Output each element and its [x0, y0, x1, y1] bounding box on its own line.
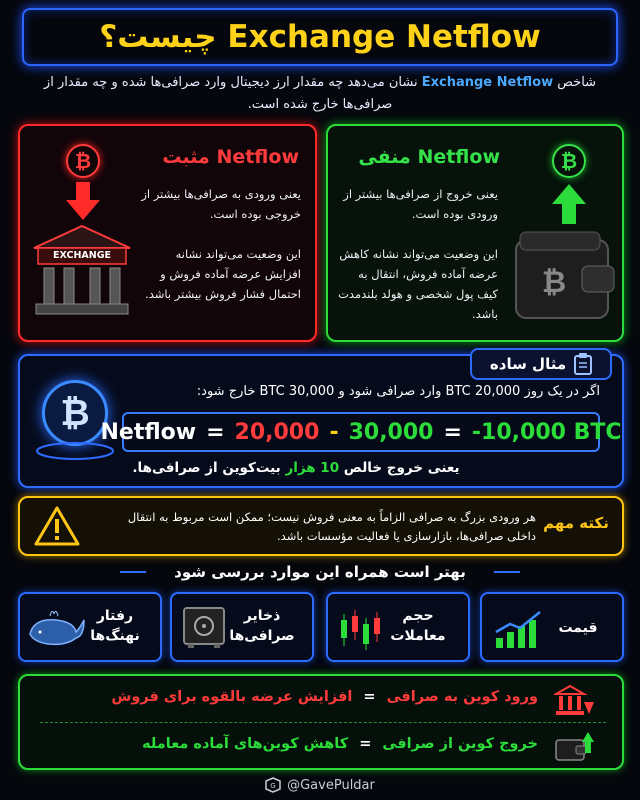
summary-outflow-label: خروج کوین از صرافی — [382, 736, 538, 752]
divider — [494, 571, 520, 573]
bank-arrow-icon — [554, 684, 594, 718]
bitcoin-icon: ₿ — [66, 144, 100, 178]
formula-outflow: 30,000 — [348, 419, 434, 445]
tile-price-label: قیمت — [558, 620, 598, 636]
tile-reserves — [170, 592, 314, 662]
safe-icon — [182, 606, 226, 650]
note-tag: نکته مهم — [543, 514, 609, 532]
warning-icon — [34, 506, 80, 546]
conclusion-c: بیت‌کوین از صرافی‌ها. — [132, 460, 281, 476]
example-tag-label: مثال ساده — [489, 355, 567, 373]
whale-icon — [26, 606, 86, 650]
negative-netflow-card — [326, 124, 624, 342]
arrow-up-icon — [550, 184, 588, 224]
summary-inflow-label: ورود کوین به صرافی — [386, 689, 538, 705]
tile-whales — [18, 592, 162, 662]
negative-p1: یعنی خروج از صرافی‌ها بیشتر از ورودی بوده است. — [343, 187, 498, 221]
tile-volume-label: حجم معاملات — [390, 608, 446, 644]
tile-volume — [326, 592, 470, 662]
positive-p1: یعنی ورودی به صرافی‌ها بیشتر از خروجی بوده است. — [141, 187, 301, 221]
summary-divider — [40, 722, 606, 723]
summary-outflow-meaning: کاهش کوین‌های آماده معامله — [142, 736, 349, 752]
footer-handle[interactable]: @GavePuldar — [287, 777, 375, 793]
divider — [120, 571, 146, 573]
summary-line-inflow — [38, 689, 538, 705]
formula-label: Netflow — [100, 419, 197, 445]
formula-eq2: = — [443, 419, 462, 445]
positive-netflow-card — [18, 124, 317, 342]
netflow-formula — [100, 412, 622, 452]
clipboard-icon — [574, 353, 592, 375]
chart-up-icon — [494, 610, 544, 650]
footer — [0, 772, 640, 798]
title-box — [22, 8, 618, 66]
also-check-title: بهتر است همراه این موارد بررسی شود — [174, 563, 466, 581]
candles-icon — [338, 606, 384, 652]
negative-p2: این وضعیت می‌تواند نشانه کاهش عرضه آماده فروش، انتقال به کیف پول شخصی و هولد بلندمدت باشد. — [338, 247, 498, 321]
positive-p2: این وضعیت می‌تواند نشانه افزایش عرضه آماده فروش و احتمال فشار فروش بیشتر باشد. — [145, 247, 301, 301]
formula-eq1: = — [206, 419, 225, 445]
bank-icon — [32, 224, 132, 316]
note-text: هر ورودی بزرگ به صرافی الزاماً به معنی فروش نیست؛ ممکن است مربوط به انتقال داخلی صرافی‌ها، بازارسازی یا فعالیت مؤسسات باشد. — [127, 510, 536, 543]
intro-part1: شاخص — [557, 75, 597, 90]
intro-highlight: Exchange Netflow — [421, 75, 554, 90]
page-title: Exchange Netflow چیست؟ — [99, 19, 541, 55]
intro-text — [40, 72, 600, 116]
svg-text:₿: ₿ — [541, 265, 567, 300]
conclusion-amount: 10 هزار — [285, 460, 340, 476]
arrow-down-icon — [64, 182, 102, 222]
logo-icon — [265, 777, 281, 793]
intro-part2: نشان می‌دهد چه مقدار ارز دیجیتال وارد صرافی‌ها شده و چه مقدار از صرافی‌ها خارج شده است. — [43, 75, 418, 112]
example-tag — [470, 348, 612, 380]
summary-box — [18, 674, 624, 770]
summary-eq: = — [359, 736, 372, 752]
summary-eq: = — [363, 689, 376, 705]
svg-text:G: G — [270, 782, 276, 790]
wallet-icon — [512, 226, 616, 322]
exchange-label: EXCHANGE — [53, 250, 111, 261]
formula-inflow: 20,000 — [234, 419, 320, 445]
tile-whales-label: رفتار نهنگ‌ها — [90, 608, 140, 644]
summary-line-outflow — [38, 736, 538, 752]
important-note-box — [18, 496, 624, 556]
positive-heading: Netflow مثبت — [162, 146, 299, 168]
summary-inflow-meaning: افزایش عرضه بالقوه برای فروش — [111, 689, 353, 705]
formula-result: -10,000 BTC — [471, 419, 622, 445]
bitcoin-icon: ₿ — [42, 380, 108, 446]
tile-price — [480, 592, 624, 662]
example-conclusion — [106, 460, 486, 476]
bitcoin-icon: ₿ — [552, 144, 586, 178]
negative-heading: Netflow منفی — [358, 146, 500, 168]
tile-reserves-label: ذخایر صرافی‌ها — [229, 608, 295, 644]
wallet-arrow-icon — [554, 730, 594, 764]
formula-minus: - — [329, 419, 339, 445]
example-sentence: اگر در یک روز 20,000 BTC وارد صرافی شود و 30,000 BTC خارج شود: — [196, 384, 600, 399]
conclusion-a: یعنی خروج خالص — [343, 460, 460, 476]
